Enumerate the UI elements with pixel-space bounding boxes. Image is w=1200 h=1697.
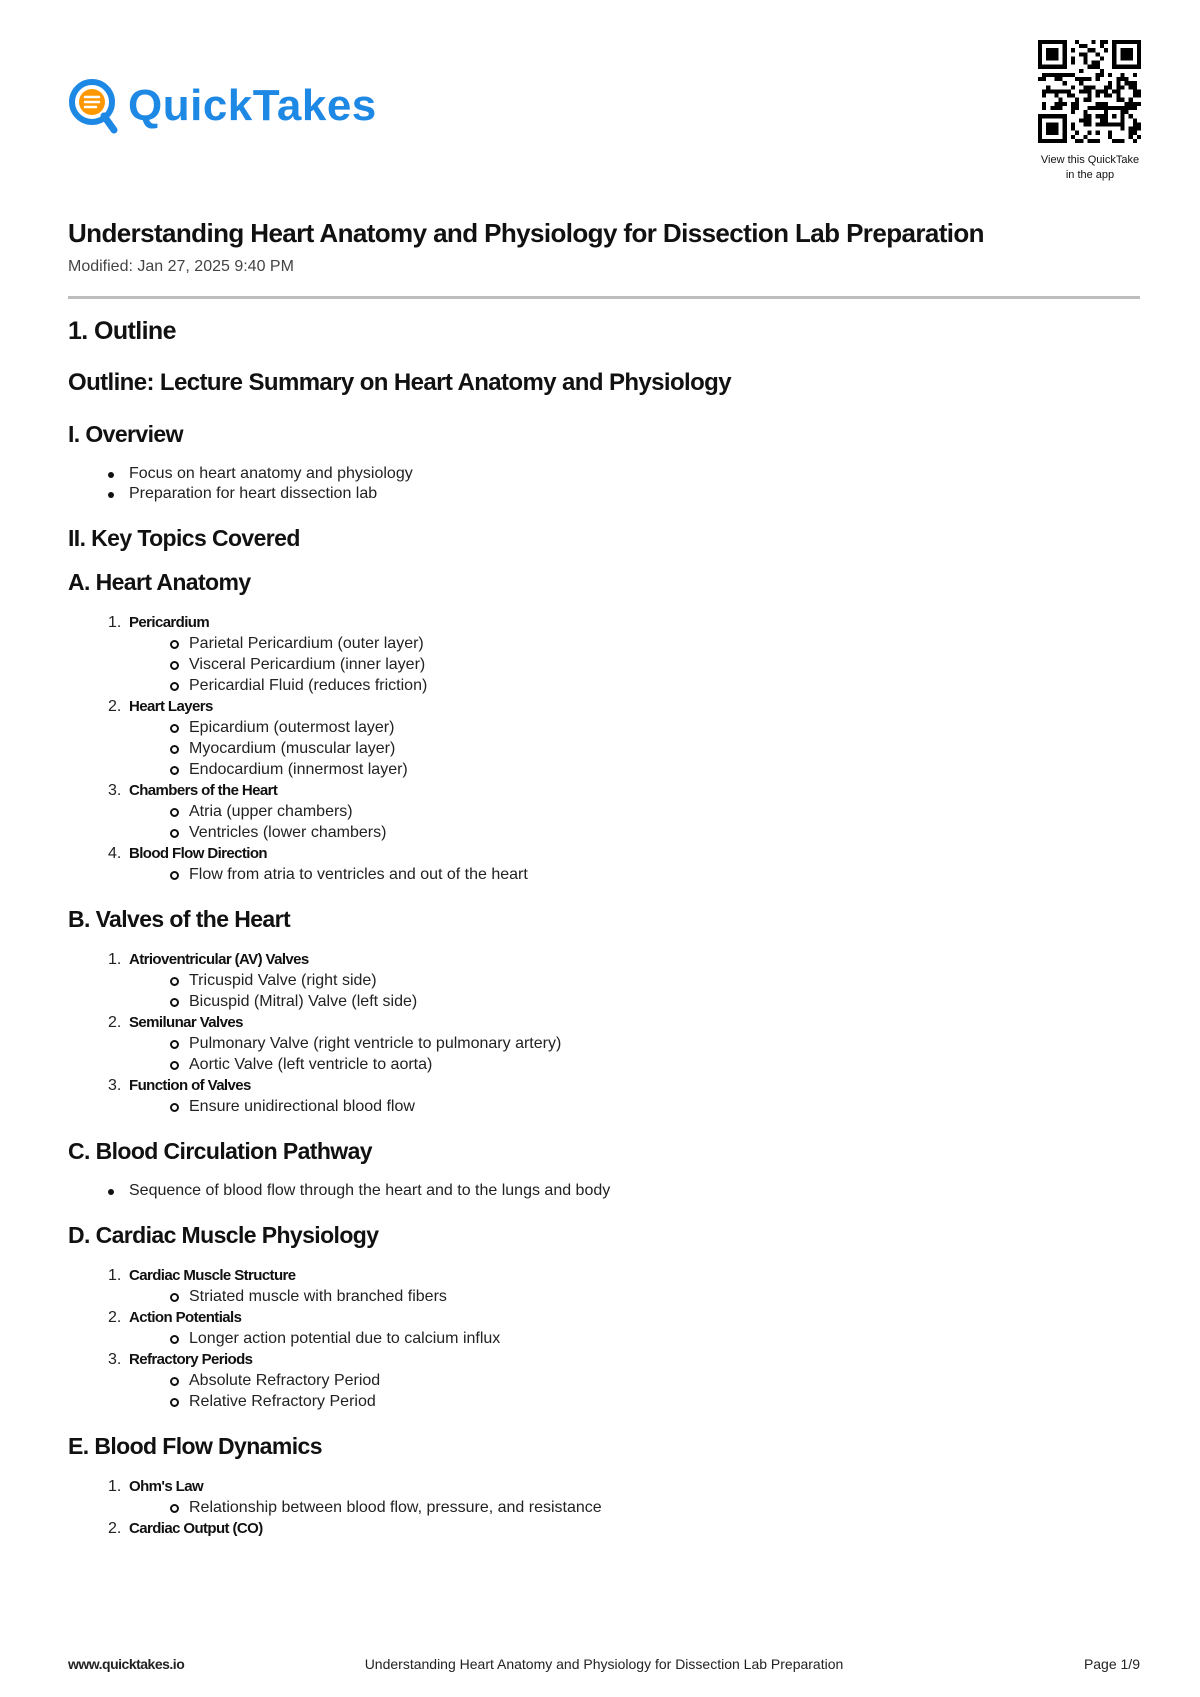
sub-item: Pericardial Fluid (reduces friction) (129, 675, 1140, 696)
numbered-item (68, 1349, 1140, 1412)
page-footer (68, 1656, 1140, 1676)
topic-section (68, 949, 1140, 1117)
item-number: 2. (108, 698, 122, 715)
modified-date: Modified: Jan 27, 2025 9:40 PM (68, 258, 294, 275)
overview-section (68, 464, 1140, 504)
topic-sections (68, 568, 1140, 1539)
sub-list (129, 1033, 1140, 1075)
numbered-list (68, 1476, 1140, 1539)
list-item: Sequence of blood flow through the heart and to the lungs and body (68, 1181, 1140, 1201)
item-number: 3. (108, 1077, 122, 1094)
item-number: 3. (108, 1351, 122, 1368)
numbered-item (68, 1518, 1140, 1539)
item-title: Heart Layers (129, 698, 213, 715)
list-item: Focus on heart anatomy and physiology (68, 464, 1140, 484)
qr-caption (1010, 153, 1170, 183)
sub-item: Ensure unidirectional blood flow (129, 1096, 1140, 1117)
item-title: Chambers of the Heart (129, 782, 278, 799)
sub-item: Flow from atria to ventricles and out of the heart (129, 864, 1140, 885)
item-number: 1. (108, 951, 122, 968)
sub-list (129, 864, 1140, 885)
sub-item: Visceral Pericardium (inner layer) (129, 654, 1140, 675)
item-title: Blood Flow Direction (129, 845, 267, 862)
header-divider (68, 296, 1140, 299)
item-number: 1. (108, 1478, 122, 1495)
sub-list (129, 1096, 1140, 1117)
section-heading: C. Blood Circulation Pathway (68, 1138, 372, 1164)
numbered-item (68, 1075, 1140, 1117)
list-item: Preparation for heart dissection lab (68, 484, 1140, 504)
numbered-item (68, 1265, 1140, 1307)
sub-list (129, 717, 1140, 780)
item-number: 1. (108, 1267, 122, 1284)
numbered-item (68, 1307, 1140, 1349)
numbered-item (68, 949, 1140, 1012)
item-number: 1. (108, 614, 122, 631)
sub-list (129, 1286, 1140, 1307)
sub-item: Longer action potential due to calcium influx (129, 1328, 1140, 1349)
numbered-item (68, 612, 1140, 696)
topic-section (68, 1476, 1140, 1539)
sub-item: Aortic Valve (left ventricle to aorta) (129, 1054, 1140, 1075)
topic-section (68, 1265, 1140, 1412)
item-number: 2. (108, 1014, 122, 1031)
sub-list (129, 633, 1140, 696)
outline-heading: 1. Outline (68, 317, 176, 345)
sub-item: Parietal Pericardium (outer layer) (129, 633, 1140, 654)
numbered-item (68, 780, 1140, 843)
sub-list (129, 1497, 1140, 1518)
sub-item: Relative Refractory Period (129, 1391, 1140, 1412)
item-title: Semilunar Valves (129, 1014, 243, 1031)
brand-name: QuickTakes (128, 81, 377, 130)
footer-title: Understanding Heart Anatomy and Physiology for Dissection Lab Preparation (364, 1656, 844, 1672)
item-title: Cardiac Output (CO) (129, 1520, 263, 1537)
sub-list (129, 1328, 1140, 1349)
numbered-list (68, 612, 1140, 885)
section-heading: D. Cardiac Muscle Physiology (68, 1222, 379, 1248)
numbered-item (68, 843, 1140, 885)
bullet-list (68, 1181, 1140, 1201)
key-topics-heading: II. Key Topics Covered (68, 525, 300, 551)
section-heading: E. Blood Flow Dynamics (68, 1433, 322, 1459)
magnifier-notes-logo-icon (68, 78, 120, 134)
topic-section (68, 612, 1140, 885)
item-title: Pericardium (129, 614, 210, 631)
page-number: Page 1/9 (1083, 1656, 1140, 1672)
overview-list (68, 464, 1140, 504)
sub-item: Striated muscle with branched fibers (129, 1286, 1140, 1307)
numbered-item (68, 1012, 1140, 1075)
qr-code-icon[interactable] (1038, 40, 1141, 143)
qr-caption-line2: in the app (1065, 169, 1115, 181)
item-title: Ohm's Law (129, 1478, 204, 1495)
numbered-list (68, 1265, 1140, 1412)
sub-item: Tricuspid Valve (right side) (129, 970, 1140, 991)
item-title: Refractory Periods (129, 1351, 253, 1368)
item-title: Function of Valves (129, 1077, 251, 1094)
section-heading: A. Heart Anatomy (68, 569, 251, 595)
item-number: 2. (108, 1520, 122, 1537)
numbered-item (68, 1476, 1140, 1518)
sub-item: Pulmonary Valve (right ventricle to pulmonary artery) (129, 1033, 1140, 1054)
sub-item: Endocardium (innermost layer) (129, 759, 1140, 780)
brand-logo[interactable] (68, 78, 377, 134)
qr-caption-line1: View this QuickTake (1040, 154, 1140, 166)
item-number: 3. (108, 782, 122, 799)
item-number: 2. (108, 1309, 122, 1326)
sub-item: Myocardium (muscular layer) (129, 738, 1140, 759)
sub-item: Relationship between blood flow, pressure, and resistance (129, 1497, 1140, 1518)
item-title: Atrioventricular (AV) Valves (129, 951, 309, 968)
sub-list (129, 970, 1140, 1012)
sub-item: Atria (upper chambers) (129, 801, 1140, 822)
document-content (68, 316, 1140, 1559)
section-heading: B. Valves of the Heart (68, 906, 290, 932)
document-title: Understanding Heart Anatomy and Physiology for Dissection Lab Preparation (68, 218, 984, 248)
sub-list (129, 1370, 1140, 1412)
item-title: Cardiac Muscle Structure (129, 1267, 296, 1284)
lecture-summary-heading: Outline: Lecture Summary on Heart Anatomy and Physiology (68, 369, 731, 396)
numbered-list (68, 949, 1140, 1117)
sub-list (129, 801, 1140, 843)
sub-item: Bicuspid (Mitral) Valve (left side) (129, 991, 1140, 1012)
item-number: 4. (108, 845, 122, 862)
overview-heading: I. Overview (68, 421, 183, 447)
item-title: Action Potentials (129, 1309, 242, 1326)
footer-url[interactable]: www.quicktakes.io (68, 1656, 185, 1672)
sub-item: Epicardium (outermost layer) (129, 717, 1140, 738)
sub-item: Ventricles (lower chambers) (129, 822, 1140, 843)
topic-section (68, 1181, 1140, 1201)
sub-item: Absolute Refractory Period (129, 1370, 1140, 1391)
numbered-item (68, 696, 1140, 780)
